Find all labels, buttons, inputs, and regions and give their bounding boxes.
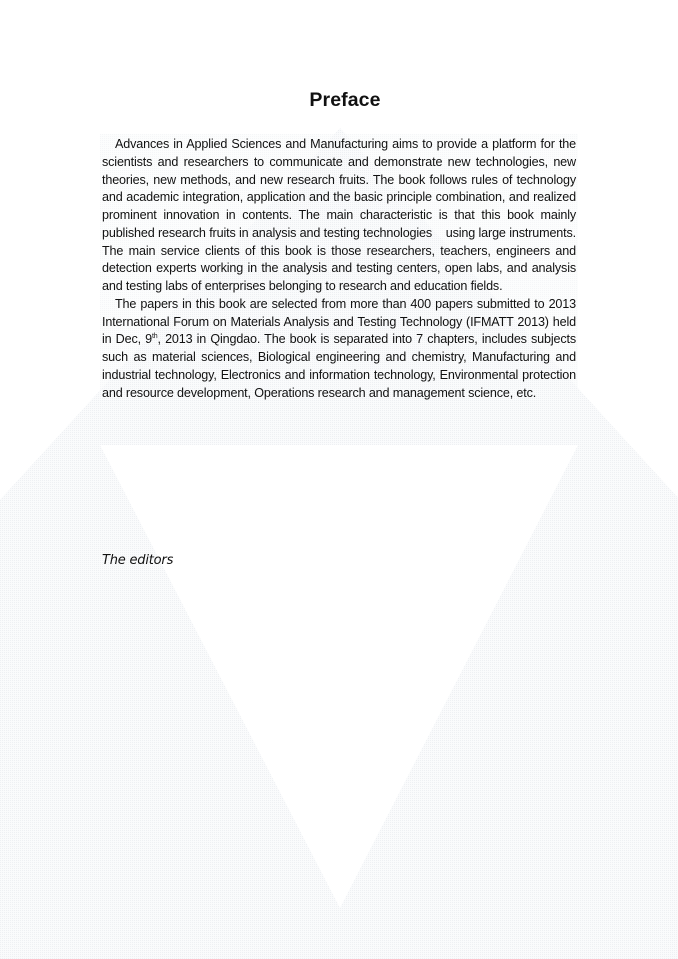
page-title: Preface xyxy=(309,89,381,111)
signature: The editors xyxy=(102,553,174,568)
paragraph-2-text-a: The papers in this book are selected from more than 400 papers submitted to 2013 International Forum on Materials Analysis and Testing Technology (IFMATT 2013) held in Dec, 9 xyxy=(102,296,576,347)
ordinal-superscript: th xyxy=(152,333,158,341)
paragraph-2 xyxy=(102,296,576,403)
paragraph-1: Advances in Applied Sciences and Manufacturing aims to provide a platform for the scientists and researchers to communicate and demonstrate new technologies, new theories, new methods, and new research fruits. The book follows rules of technology and academic integration, application and the basic principle combination, and realized prominent innovation in contents. The main characteristic is that this book mainly published research fruits in analysis and testing technologies using large instruments. The main service clients of this book is those researchers, teachers, engineers and detection experts working in the analysis and testing centers, open labs, and analysis and testing labs of enterprises belonging to research and education fields. xyxy=(102,137,580,293)
paragraph-2-text-b: , 2013 in Qingdao. The book is separated into 7 chapters, includes subjects such as material sciences, Biological engineering and chemistry, Manufacturing and industrial technology, Electronics and information technology, Environmental protection and resource development, Operations research and management science, etc. xyxy=(102,332,576,400)
preface-body xyxy=(102,136,580,402)
